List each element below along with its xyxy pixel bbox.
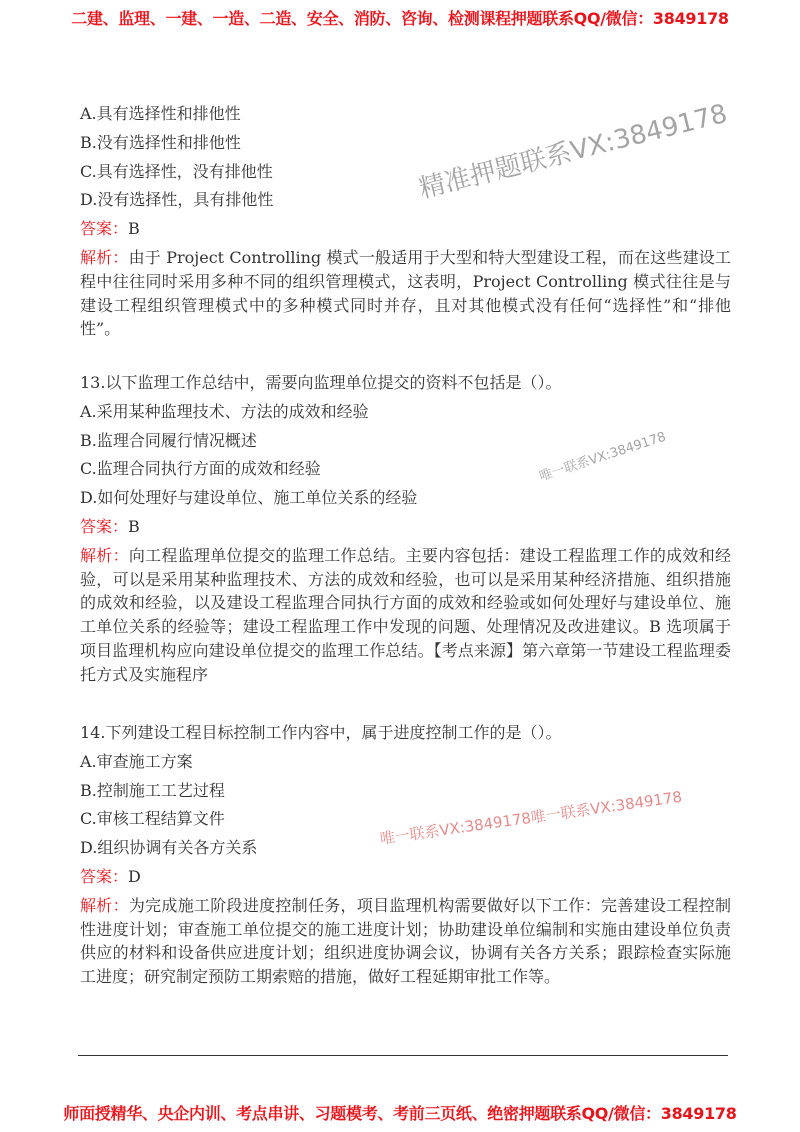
option-a: A.审查施工方案 xyxy=(80,751,193,771)
question-text: 13.以下监理工作总结中，需要向监理单位提交的资料不包括是（）。 xyxy=(80,373,562,392)
analysis-text: 向工程监理单位提交的监理工作总结。主要内容包括：建设工程监理工作的成效和经验，可以是采用某种监理技术、方法的成效和经验，也可以是采用某种经济措施、组织措施的成效和经验，以及建设工程监理合同执行方面的成效和经验或如何处理好与建设单位、施工单位关系的经验等；建设工程监理工作中发现的问题、处理情况及改进建议。B 选项属于项目监理机构应向建设单位提交的监理工作总结。【考点来源】第六章第一节建设工程监理委托方式及实施程序 xyxy=(80,545,731,684)
analysis-text: 为完成施工阶段进度控制任务，项目监理机构需要做好以下工作：完善建设工程控制性进度计划；审查施工单位提交的施工进度计划；协助建设单位编制和实施由建设单位负责供应的材料和设备供应进度计划；组织进度协调会议，协调有关各方关系；跟踪检查实际施工进度；研究制定预防工期索赔的措施，做好工程延期审批工作等。 xyxy=(80,895,731,987)
analysis-label: 解析： xyxy=(80,247,129,267)
answer xyxy=(80,513,731,542)
option-a: A.采用某种监理技术、方法的成效和经验 xyxy=(80,401,369,421)
analysis-label: 解析： xyxy=(80,895,129,915)
answer-value: B xyxy=(128,219,140,239)
footer-banner: 师面授精华、央企内训、考点串讲、习题模考、考前三页纸、绝密押题联系QQ/微信：3849178 xyxy=(63,1104,737,1123)
answer-label: 答案： xyxy=(80,516,129,536)
answer-value: B xyxy=(128,516,140,536)
answer-label: 答案： xyxy=(80,866,129,886)
option-d: D.组织协调有关各方关系 xyxy=(80,838,258,858)
option-d: D.没有选择性，具有排他性 xyxy=(80,190,274,210)
question-13 xyxy=(80,369,731,687)
footer-divider xyxy=(78,1055,728,1056)
analysis xyxy=(80,894,731,989)
option-c: C.具有选择性，没有排他性 xyxy=(80,161,273,181)
option-c: C.监理合同执行方面的成效和经验 xyxy=(80,459,321,479)
option-d: D.如何处理好与建设单位、施工单位关系的经验 xyxy=(80,488,418,508)
option-a: A.具有选择性和排他性 xyxy=(80,104,241,123)
analysis-text: 由于 Project Controlling 模式一般适用于大型和特大型建设工程，而在这些建设工程中往往同时采用多种不同的组织管理模式，这表明，Project Controlling 模式往往是与建设工程组织管理模式中的多种模式同时并存，且对其他模式没有任何“选择性”和“排他性”。 xyxy=(80,247,731,339)
answer xyxy=(80,863,731,892)
analysis xyxy=(80,544,731,687)
header-banner: 二建、监理、一建、一造、二造、安全、消防、咨询、检测课程押题联系QQ/微信：3849178 xyxy=(71,9,729,28)
analysis xyxy=(80,246,731,341)
watermark: 唯一联系VX:3849178 xyxy=(537,429,668,485)
question-14 xyxy=(80,719,731,989)
option-b: B.监理合同履行情况概述 xyxy=(80,430,257,450)
option-c: C.审核工程结算文件 xyxy=(80,809,225,829)
watermark: 精准押题联系VX:3849178 xyxy=(416,98,731,205)
answer xyxy=(80,215,731,244)
answer-label: 答案： xyxy=(80,219,129,239)
answer-value: D xyxy=(128,866,141,886)
analysis-label: 解析： xyxy=(80,545,129,565)
option-b: B.控制施工工艺过程 xyxy=(80,780,225,800)
watermark: 唯一联系VX:3849178唯一联系VX:3849178 xyxy=(378,787,684,848)
option-b: B.没有选择性和排他性 xyxy=(80,132,241,152)
question-text: 14.下列建设工程目标控制工作内容中，属于进度控制工作的是（）。 xyxy=(80,723,562,742)
